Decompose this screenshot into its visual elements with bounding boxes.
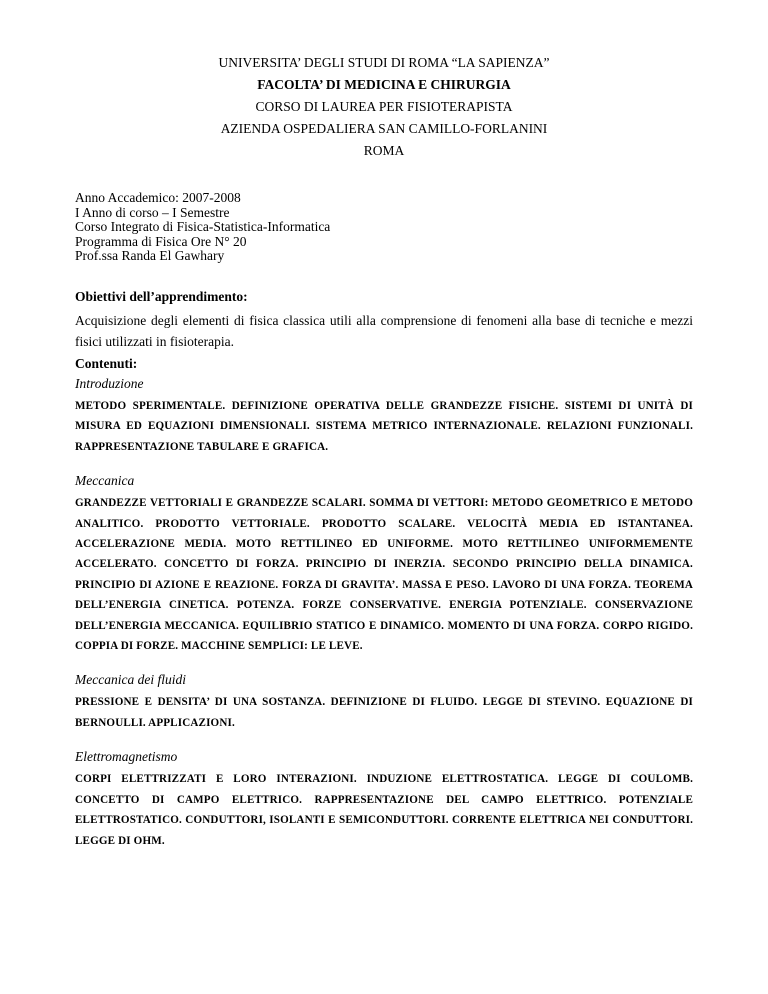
section-text-meccanica: GRANDEZZE VETTORIALI E GRANDEZZE SCALARI. SOMMA DI VETTORI: METODO GEOMETRICO E METODO ANALITICO. PRODOTTO VETTORIALE. PRODOTTO SCALARE. VELOCITÀ MEDIA ED ISTANTANEA. ACCELERAZIONE MEDIA. MOTO RETTILINEO ED UNIFORME. MOTO RETTILINEO UNIFORMEMENTE ACCELERATO. CONCETTO DI FORZA. PRINCIPIO DI INERZIA. SECONDO PRINCIPIO DELLA DINAMICA. PRINCIPIO DI AZIONE E REAZIONE. FORZA DI GRAVITA’. MASSA E PESO. LAVORO DI UNA FORZA. TEOREMA DELL’ENERGIA CINETICA. POTENZA. FORZE CONSERVATIVE. ENERGIA POTENZIALE. CONSERVAZIONE DELL’ENERGIA MECCANICA. EQUILIBRIO STATICO E DINAMICO. MOMENTO DI UNA FORZA. CORPO RIGIDO. COPPIA DI FORZE. MACCHINE SEMPLICI: LE LEVE. xyxy=(75,497,693,653)
course-info xyxy=(75,191,330,264)
document-header xyxy=(0,52,768,162)
objectives-heading: Obiettivi dell’apprendimento: xyxy=(75,289,248,304)
city-name: ROMA xyxy=(363,143,405,158)
section-title-meccanica: Meccanica xyxy=(75,473,135,489)
section-title-elettromagnetismo: Elettromagnetismo xyxy=(75,749,178,765)
degree-course: CORSO DI LAUREA PER FISIOTERAPISTA xyxy=(255,99,513,114)
section-text-elettromagnetismo: CORPI ELETTRIZZATI E LORO INTERAZIONI. INDUZIONE ELETTROSTATICA. LEGGE DI COULOMB. CONCETTO DI CAMPO ELETTRICO. RAPPRESENTAZIONE DEL CAMPO ELETTRICO. POTENZIALE ELETTROSTATICO. CONDUTTORI, ISOLANTI E SEMICONDUTTORI. CORRENTE ELETTRICA NEI CONDUTTORI. LEGGE DI OHM. xyxy=(75,773,693,847)
academic-year: Anno Accademico: 2007-2008 xyxy=(75,190,241,205)
section-text-introduzione: METODO SPERIMENTALE. DEFINIZIONE OPERATIVA DELLE GRANDEZZE FISICHE. SISTEMI DI UNITÀ DI MISURA ED EQUAZIONI DIMENSIONALI. SISTEMA METRICO INTERNAZIONALE. RELAZIONI FUNZIONALI. RAPPRESENTAZIONE TABULARE E GRAFICA. xyxy=(75,400,693,453)
hospital-name: AZIENDA OSPEDALIERA SAN CAMILLO-FORLANINI xyxy=(220,121,548,136)
contents-heading: Contenuti: xyxy=(75,356,138,371)
program-hours: Programma di Fisica Ore N° 20 xyxy=(75,233,247,249)
section-title-introduzione: Introduzione xyxy=(75,376,144,391)
document-body xyxy=(75,287,693,851)
faculty-name: FACOLTA’ DI MEDICINA E CHIRURGIA xyxy=(257,77,511,92)
objectives-text: Acquisizione degli elementi di fisica classica utili alla comprensione di fenomeni alla base di tecniche e mezzi fisici utilizzati in fisioterapia. xyxy=(75,313,693,349)
section-title-fluidi: Meccanica dei fluidi xyxy=(75,672,186,688)
course-year: I Anno di corso – I Semestre xyxy=(75,204,230,220)
integrated-course: Corso Integrato di Fisica-Statistica-Informatica xyxy=(75,219,331,235)
section-text-fluidi: PRESSIONE E DENSITA’ DI UNA SOSTANZA. DEFINIZIONE DI FLUIDO. LEGGE DI STEVINO. EQUAZIONE DI BERNOULLI. APPLICAZIONI. xyxy=(75,696,693,729)
professor-name: Prof.ssa Randa El Gawhary xyxy=(75,248,225,264)
university-name: UNIVERSITA’ DEGLI STUDI DI ROMA “LA SAPIENZA” xyxy=(218,55,550,70)
